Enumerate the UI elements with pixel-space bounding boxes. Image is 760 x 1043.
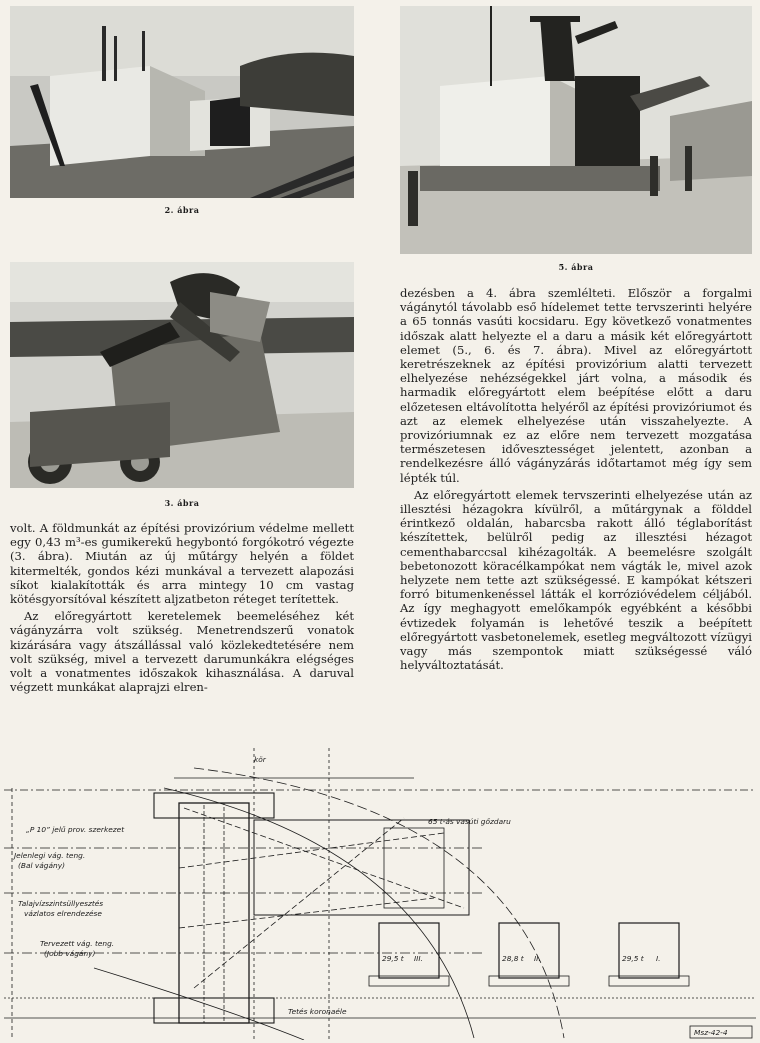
left-paragraph-2: Az előregyártott keretelemek beemeléséhez két vágányzárra volt szükség. Menetrendszerű vonatok kizárására vagy átszállással való közlekedtetésére nem volt szükség, mivel a tervezett darumunkákra elégséges volt a vonatmentes időszakok kihasználása. A daruval végzett munkákat alaprajzi elren- [10, 609, 354, 695]
figure-4-drawing [4, 748, 756, 1040]
label-talajviz-1: Talajvízszintsüllyesztés [18, 899, 104, 908]
label-weight-3: 29,5 t [622, 954, 644, 963]
label-element-ii: II. [534, 954, 541, 963]
figure-2-caption: 2. ábra [164, 205, 200, 215]
label-tervezett-2: (Jobb vágány) [44, 949, 96, 958]
figure-2-photo [10, 6, 354, 198]
figure-5-caption: 5. ábra [558, 262, 594, 272]
label-tetes: Tetés koronaéle [288, 1007, 347, 1016]
right-text-column [400, 286, 752, 675]
right-paragraph-2: Az előregyártott elemek tervszerinti elhelyezése után az illesztési hézagokra kívülről, a műtárgynak a földdel érintkező oldalán, habarcsba rakott álló téglaborítást készítettek, belülről pedig az illesztési hézagot cementhabarccsal kihézagolták. A beemelésre szolgált bebetonozott köracélkampókat nem vágták le, mivel azok helyzete nem tette azt szükségessé. E kampókat kétszeri forró bitumenkenéssel látták el korrózióvédelem céljából. Az így meghagyott emelőkampók egyébként a későbbi évtizedek folyamán is lehetővé teszik a beépített előregyártott vasbetonelemek, esetleg megváltozott vízügyi vagy más szempontok miatt szükségessé váló helyváltoztatását. [400, 487, 752, 673]
right-paragraph-1: dezésben a 4. ábra szemlélteti. Először a forgalmi vágánytól távolabb eső hídelemet tette tervszerinti helyére a 65 tonnás vasúti kocsidaru. Egy következő vonatmentes időszak alatt helyezte el a daru a másik két előregyártott elemet (5., 6. és 7. ábra). Mivel az előregyártott keretrészeknek az építési provizórium alatti tervezett elhelyezése nehézségekkel járt volna, a második és harmadik előregyártott elem beépítése előtt a daru előzetesen eltávolította helyéről az építési provizóriumot és azt az elemek elhelyezése után visszahelyezte. A provizóriumnak ez az előre nem tervezett mozgatása természetesen idővesztességet jelentett, azonban a rendelkezésre álló vágányzárás időtartamot még így sem lépték túl. [400, 286, 752, 485]
label-weight-2: 28,8 t [502, 954, 524, 963]
drawing-stamp: Msz-42-4 [694, 1028, 728, 1037]
label-kocsidaru: 65 t-ás vasúti gőzdaru [428, 817, 511, 826]
label-jelenlegi-2: (Bal vágány) [18, 861, 65, 870]
left-paragraph-1: volt. A földmunkát az építési provizórium védelme mellett egy 0,43 m³-es gumikerekű hegybontó forgókotró végezte (3. ábra). Miután az új műtárgy helyén a földet kitermelték, gondos kézi munkával a tervezett alapozási síkot kialakították és arra mintegy 10 cm vastag kötésgyorsítóval készített aljzatbeton réteget terítettek. [10, 521, 354, 607]
left-text-column [10, 521, 354, 697]
figure-5-photo [400, 6, 752, 254]
label-element-i: I. [656, 954, 661, 963]
label-jelenlegi-1: Jelenlegi vág. teng. [14, 851, 86, 860]
label-tervezett-1: Tervezett vág. teng. [40, 939, 115, 948]
label-weight-1: 29,5 t [382, 954, 404, 963]
figure-3-caption: 3. ábra [164, 498, 200, 508]
label-provizorium: „P 10” jelű prov. szerkezet [26, 825, 125, 834]
label-talajviz-2: vázlatos elrendezése [24, 909, 102, 918]
label-kor: kör [254, 755, 266, 764]
label-element-iii: III. [414, 954, 423, 963]
figure-3-photo [10, 262, 354, 488]
